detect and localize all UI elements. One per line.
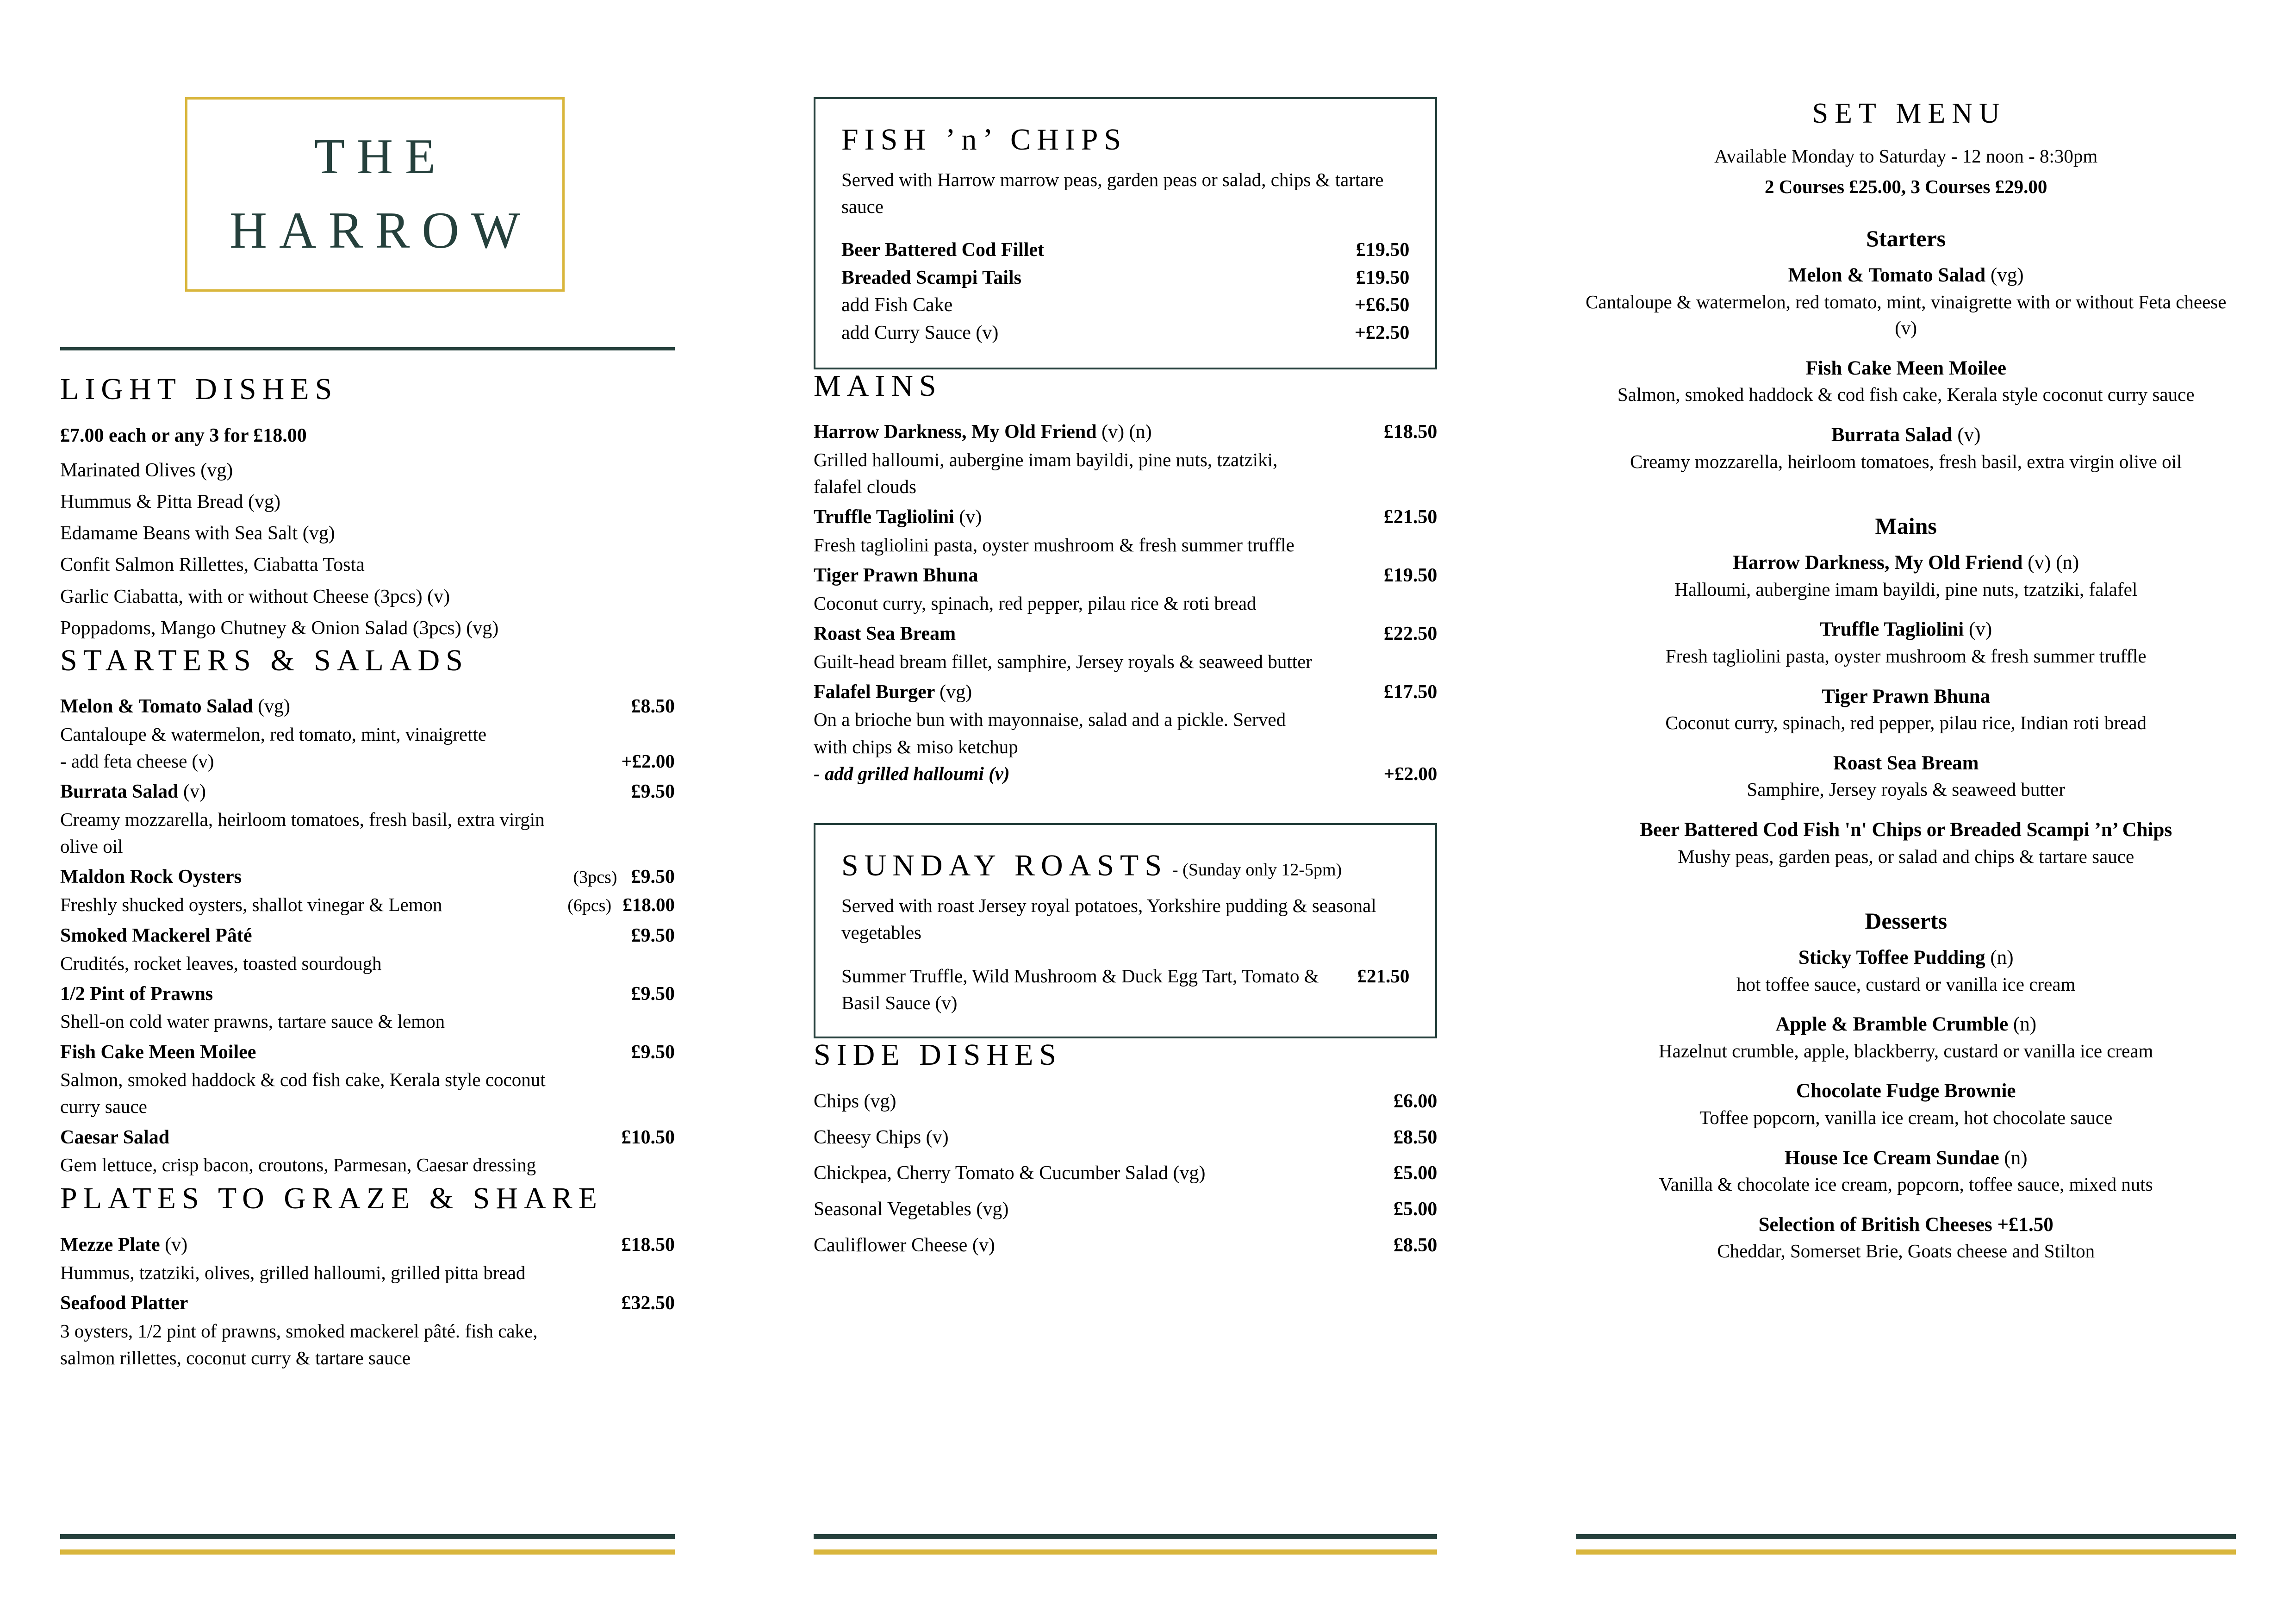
- item-quantity: (6pcs): [567, 895, 612, 915]
- list-item: Hummus & Pitta Bread (vg): [60, 491, 280, 513]
- restaurant-logo: [185, 97, 565, 292]
- item-description: On a brioche bun with mayonnaise, salad and a pickle. Served with chips & miso ketchup: [813, 709, 1286, 757]
- item-name: Burrata Salad: [1831, 424, 1953, 446]
- footer-rule-green: [814, 1534, 1437, 1539]
- item-description: Cantaloupe & watermelon, red tomato, mint, vinaigrette: [60, 723, 487, 745]
- set-course-heading-starters: Starters: [1866, 225, 1946, 251]
- dietary-tag: (v): [165, 1234, 188, 1256]
- footer-rules: [1576, 1516, 2236, 1555]
- menu-item: [814, 679, 1437, 787]
- set-menu-item: [1576, 262, 2236, 341]
- menu-item: [814, 562, 1437, 617]
- item-name: Seasonal Vegetables (vg): [813, 1198, 1009, 1220]
- divider-rule: [60, 347, 675, 350]
- footer-rule-green: [1576, 1534, 2236, 1539]
- menu-item: [60, 693, 675, 775]
- item-price: £17.50: [1383, 681, 1437, 703]
- item-description: Creamy mozzarella, heirloom tomatoes, fresh basil, extra virgin olive oil: [1630, 450, 2182, 472]
- item-price: £22.50: [1383, 623, 1437, 644]
- item-name: Truffle Tagliolini: [813, 506, 954, 528]
- item-description: Coconut curry, spinach, red pepper, pilau rice & roti bread: [813, 592, 1257, 614]
- item-name: Chips (vg): [813, 1091, 896, 1112]
- item-description: Salmon, smoked haddock & cod fish cake, Kerala style coconut curry sauce: [1617, 384, 2195, 406]
- item-price: £5.00: [1393, 1198, 1437, 1220]
- set-menu-item: [1576, 683, 2236, 736]
- section-heading-starters-salads: STARTERS & SALADS: [60, 643, 469, 677]
- item-price: £19.50: [1356, 239, 1410, 261]
- item-name: Beer Battered Cod Fillet: [841, 239, 1045, 261]
- menu-item: [60, 1039, 675, 1120]
- item-name: Cheesy Chips (v): [813, 1126, 949, 1148]
- item-name: Cauliflower Cheese (v): [813, 1234, 995, 1256]
- item-name: Chocolate Fudge Brownie: [1796, 1080, 2016, 1102]
- item-addon: - add grilled halloumi (v): [813, 762, 1010, 784]
- section-heading-light-dishes: LIGHT DISHES: [60, 372, 338, 406]
- dietary-tag: (vg): [258, 696, 291, 718]
- list-item: Poppadoms, Mango Chutney & Onion Salad (3pcs) (vg): [60, 617, 499, 639]
- item-addon-price: +£2.00: [1383, 762, 1437, 784]
- menu-item: [60, 863, 675, 918]
- dietary-tag: (n): [2013, 1013, 2037, 1036]
- item-name: Burrata Salad: [60, 781, 179, 803]
- list-item: Edamame Beans with Sea Salt (vg): [60, 523, 335, 544]
- set-menu-availability: Available Monday to Saturday - 12 noon - 8:30pm: [1714, 145, 2098, 167]
- item-description: Gem lettuce, crisp bacon, croutons, Parmesan, Caesar dressing: [60, 1154, 536, 1176]
- panel-fish-and-chips: [814, 97, 1437, 369]
- menu-item: [814, 504, 1437, 558]
- item-name: 1/2 Pint of Prawns: [60, 983, 213, 1005]
- item-description: Shell-on cold water prawns, tartare sauce & lemon: [60, 1011, 445, 1032]
- section-heading-side-dishes: SIDE DISHES: [813, 1038, 1063, 1072]
- item-name: Tiger Prawn Bhuna: [813, 565, 978, 587]
- item-description: 3 oysters, 1/2 pint of prawns, smoked mackerel pâté. fish cake, salmon rillettes, coconut curry & tartare sauce: [60, 1320, 538, 1368]
- item-name: Chickpea, Cherry Tomato & Cucumber Salad (vg): [813, 1162, 1206, 1184]
- menu-item: [60, 981, 675, 1035]
- item-description: Salmon, smoked haddock & cod fish cake, Kerala style coconut curry sauce: [60, 1069, 546, 1118]
- sunday-roasts-note: - (Sunday only 12-5pm): [1172, 860, 1342, 880]
- logo-line-the: THE: [314, 129, 448, 184]
- item-name: Fish Cake Meen Moilee: [1805, 357, 2006, 379]
- set-menu-item: [1576, 944, 2236, 997]
- item-name: Roast Sea Bream: [813, 623, 956, 644]
- set-menu-item: [1576, 616, 2236, 669]
- item-name: Fish Cake Meen Moilee: [60, 1041, 256, 1063]
- item-name: Selection of British Cheeses +£1.50: [1758, 1213, 2053, 1236]
- item-name: Apple & Bramble Crumble: [1775, 1013, 2009, 1036]
- item-price: £9.50: [631, 781, 675, 803]
- set-menu-item: [1576, 817, 2236, 869]
- item-name: Sticky Toffee Pudding: [1798, 947, 1985, 969]
- item-name: House Ice Cream Sundae: [1784, 1147, 1999, 1169]
- item-description: Toffee popcorn, vanilla ice cream, hot chocolate sauce: [1699, 1107, 2113, 1129]
- item-price: £21.50: [1383, 506, 1437, 528]
- sunday-roasts-intro: Served with roast Jersey royal potatoes, Yorkshire pudding & seasonal vegetables: [841, 894, 1376, 943]
- dietary-tag: (v): [959, 506, 982, 528]
- item-description: Hazelnut crumble, apple, blackberry, custard or vanilla ice cream: [1658, 1040, 2153, 1062]
- item-price: £32.50: [621, 1292, 675, 1314]
- item-description: Grilled halloumi, aubergine imam bayildi, pine nuts, tzatziki, falafel clouds: [813, 449, 1278, 497]
- set-menu-item: [1576, 1145, 2236, 1198]
- dietary-tag: (n): [2004, 1147, 2028, 1169]
- menu-item: [814, 418, 1437, 500]
- item-quantity: (3pcs): [573, 868, 617, 887]
- light-dishes-price-note: £7.00 each or any 3 for £18.00: [60, 425, 307, 446]
- item-name: Harrow Darkness, My Old Friend: [813, 421, 1097, 443]
- item-price: £19.50: [1383, 565, 1437, 587]
- item-price: £18.50: [621, 1234, 675, 1256]
- item-description: Mushy peas, garden peas, or salad and chips & tartare sauce: [1678, 845, 2134, 867]
- column-right: [1576, 97, 2236, 1555]
- set-menu-item: [1576, 750, 2236, 803]
- set-course-heading-desserts: Desserts: [1865, 908, 1948, 934]
- dietary-tag: (vg): [940, 681, 972, 703]
- item-price: £9.50: [631, 924, 675, 946]
- item-name: Seafood Platter: [60, 1292, 188, 1314]
- dietary-tag: (v) (n): [1101, 421, 1152, 443]
- item-description: Vanilla & chocolate ice cream, popcorn, toffee sauce, mixed nuts: [1659, 1174, 2153, 1195]
- set-menu-item: [1576, 1212, 2236, 1264]
- item-description: Fresh tagliolini pasta, oyster mushroom & fresh summer truffle: [1665, 645, 2147, 667]
- panel-sunday-roasts: [814, 823, 1437, 1038]
- item-name: add Fish Cake: [841, 294, 953, 316]
- footer-rule-gold: [60, 1549, 675, 1555]
- item-description: Crudités, rocket leaves, toasted sourdough: [60, 952, 382, 974]
- dietary-tag: (v): [1969, 618, 1992, 641]
- footer-rules: [60, 1516, 675, 1555]
- menu-item: [60, 1124, 675, 1179]
- item-description: Samphire, Jersey royals & seaweed butter: [1747, 779, 2066, 800]
- dietary-tag: (vg): [1990, 264, 2024, 286]
- column-left: [60, 97, 675, 1555]
- dietary-tag: (v) (n): [2028, 552, 2079, 574]
- item-price: £5.00: [1393, 1162, 1437, 1184]
- set-menu-title: SET MENU: [1812, 98, 2006, 129]
- item-name: Summer Truffle, Wild Mushroom & Duck Egg Tart, Tomato & Basil Sauce (v): [841, 965, 1319, 1014]
- item-description: Creamy mozzarella, heirloom tomatoes, fresh basil, extra virgin olive oil: [60, 808, 545, 857]
- item-name: Breaded Scampi Tails: [841, 267, 1021, 288]
- set-menu-item: [1576, 422, 2236, 475]
- item-description: Freshly shucked oysters, shallot vinegar & Lemon: [60, 893, 442, 915]
- menu-item: [60, 922, 675, 977]
- item-price: £8.50: [631, 696, 675, 718]
- item-description: Halloumi, aubergine imam bayildi, pine nuts, tzatziki, falafel: [1674, 578, 2138, 600]
- footer-rule-gold: [814, 1549, 1437, 1555]
- item-price: £8.50: [1393, 1234, 1437, 1256]
- fish-and-chips-intro: Served with Harrow marrow peas, garden peas or salad, chips & tartare sauce: [841, 169, 1384, 217]
- item-description: hot toffee sauce, custard or vanilla ice cream: [1736, 973, 2076, 995]
- item-name: Smoked Mackerel Pâté: [60, 924, 252, 946]
- item-price: £19.50: [1356, 267, 1410, 288]
- footer-rule-gold: [1576, 1549, 2236, 1555]
- item-name: Caesar Salad: [60, 1126, 170, 1148]
- set-menu-item: [1576, 550, 2236, 602]
- item-name: Harrow Darkness, My Old Friend: [1733, 552, 2023, 574]
- item-name: Falafel Burger: [813, 681, 935, 703]
- item-name: Mezze Plate: [60, 1234, 160, 1256]
- item-price: +£2.50: [1354, 322, 1410, 344]
- logo-line-harrow: HARROW: [230, 202, 532, 260]
- column-middle: [814, 97, 1437, 1555]
- item-price: £21.50: [1357, 965, 1410, 987]
- set-menu-item: [1576, 1011, 2236, 1064]
- item-description: Cantaloupe & watermelon, red tomato, mint, vinaigrette with or without Feta cheese (v): [1585, 291, 2227, 339]
- item-description: Cheddar, Somerset Brie, Goats cheese and Stilton: [1717, 1240, 2095, 1262]
- dietary-tag: (v): [1957, 424, 1981, 446]
- dietary-tag: (n): [1990, 947, 2014, 969]
- menu-item: [60, 1290, 675, 1371]
- footer-rules: [814, 1516, 1437, 1555]
- item-name: Melon & Tomato Salad: [1788, 264, 1986, 286]
- item-description: Fresh tagliolini pasta, oyster mushroom & fresh summer truffle: [813, 534, 1294, 556]
- item-price: +£6.50: [1354, 294, 1410, 316]
- item-price: £6.00: [1393, 1091, 1437, 1112]
- item-price: £9.50: [631, 1041, 675, 1063]
- item-name: Melon & Tomato Salad: [60, 696, 253, 718]
- list-item: Garlic Ciabatta, with or without Cheese (3pcs) (v): [60, 586, 450, 607]
- dietary-tag: (v): [183, 781, 206, 803]
- set-menu-item: [1576, 1078, 2236, 1131]
- set-menu-prices: 2 Courses £25.00, 3 Courses £29.00: [1764, 175, 2047, 197]
- item-price: £8.50: [1393, 1126, 1437, 1148]
- item-addon: - add feta cheese (v): [60, 750, 214, 772]
- light-dishes-list: [60, 455, 675, 643]
- section-heading-fish-and-chips: FISH ’n’ CHIPS: [841, 123, 1127, 156]
- item-name: Beer Battered Cod Fish 'n' Chips or Breaded Scampi ’n’ Chips: [1640, 818, 2172, 841]
- item-description: Hummus, tzatziki, olives, grilled halloumi, grilled pitta bread: [60, 1262, 526, 1283]
- item-name: Maldon Rock Oysters: [60, 866, 242, 888]
- item-name: Truffle Tagliolini: [1820, 618, 1964, 641]
- section-heading-plates-to-graze: PLATES TO GRAZE & SHARE: [60, 1181, 603, 1216]
- set-course-heading-mains: Mains: [1875, 513, 1937, 539]
- item-price: £18.00: [622, 893, 675, 915]
- list-item: Marinated Olives (vg): [60, 460, 233, 481]
- set-menu-item: [1576, 355, 2236, 408]
- footer-rule-green: [60, 1534, 675, 1539]
- item-name: Roast Sea Bream: [1833, 752, 1979, 774]
- menu-item: [60, 1231, 675, 1286]
- section-heading-mains: MAINS: [813, 369, 942, 403]
- item-name: add Curry Sauce (v): [841, 322, 999, 344]
- menu-item: [814, 620, 1437, 675]
- menu-item: [60, 778, 675, 860]
- item-description: Coconut curry, spinach, red pepper, pilau rice, Indian roti bread: [1665, 712, 2147, 734]
- item-name: Tiger Prawn Bhuna: [1822, 685, 1991, 707]
- sunday-roasts-title: SUNDAY ROASTS: [841, 849, 1168, 882]
- item-description: Guilt-head bream fillet, samphire, Jersey royals & seaweed butter: [813, 650, 1312, 672]
- item-price: £9.50: [631, 983, 675, 1005]
- section-heading-sunday-roasts: [841, 849, 1409, 883]
- item-price: £18.50: [1383, 421, 1437, 443]
- list-item: Confit Salmon Rillettes, Ciabatta Tosta: [60, 554, 365, 576]
- item-addon-price: +£2.00: [621, 750, 675, 772]
- item-price: £10.50: [621, 1126, 675, 1148]
- item-price: £9.50: [631, 866, 675, 888]
